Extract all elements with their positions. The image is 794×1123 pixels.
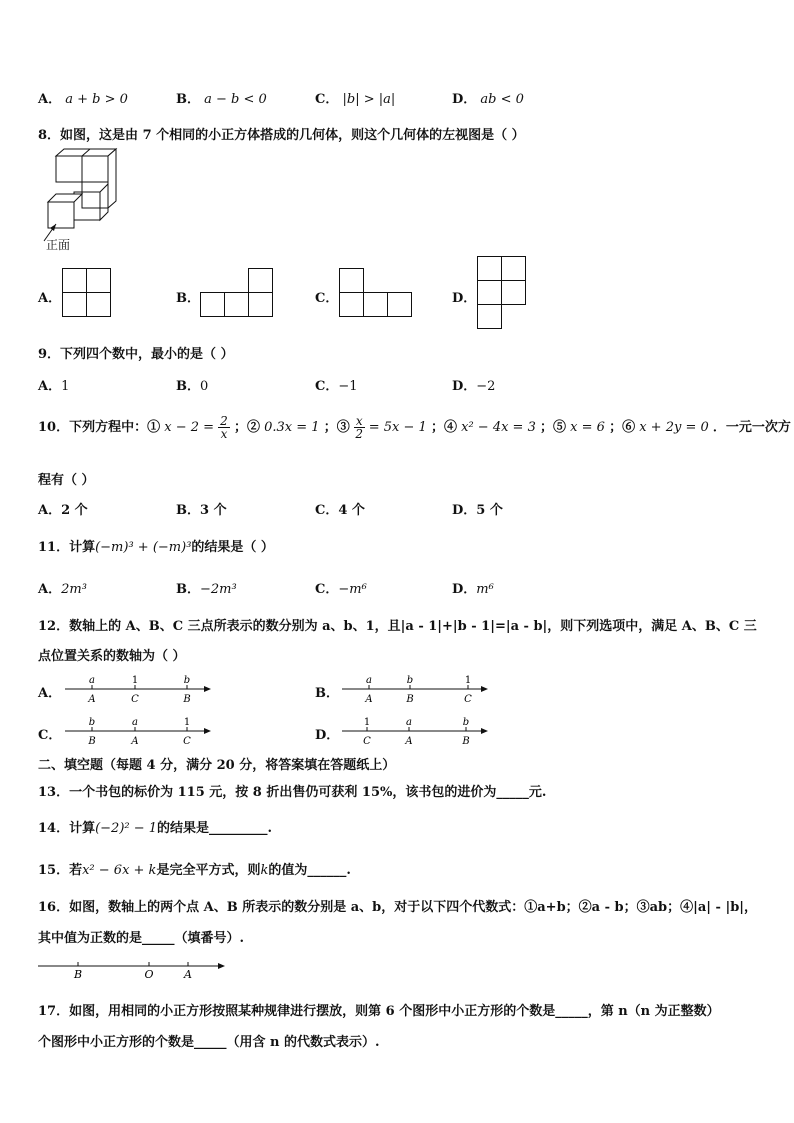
numberline-top-label: 1 [131, 675, 139, 686]
q12-stem-line2: 点位置关系的数轴为（ ） [38, 649, 186, 664]
option-label: B． [176, 92, 200, 107]
q10-option-c [315, 499, 365, 518]
q11-stem-start: 11．计算 [38, 540, 96, 555]
q17-line1: 17．如图，用相同的小正方形按照某种规律进行摆放，则第 6 个图形中小正方形的个数是_____，第 n（n 为正整数） [38, 1004, 720, 1019]
option-value: 2 个 [61, 503, 88, 518]
q15-end: 的值为______. [268, 863, 351, 878]
q14-start: 14．计算 [38, 821, 96, 836]
q15-start: 15．若 [38, 863, 83, 878]
option-value: 4 个 [338, 503, 365, 518]
option-expr: ab < 0 [480, 92, 524, 107]
q9-option-a [38, 375, 69, 394]
q10-sep: ；⑥ [609, 420, 636, 435]
option-label: C． [315, 582, 339, 597]
numberline-top-label: b [462, 717, 470, 728]
q10-option-a [38, 499, 88, 518]
fraction-denominator: 2 [355, 427, 364, 441]
q15-text [38, 859, 351, 878]
q12-stem-line1: 12．数轴上的 A、B、C 三点所表示的数分别为 a、b、1，且|a - 1|+|b - 1|=|a - b|，则下列选项中，满足 A、B、C 三 [38, 619, 757, 634]
q11-option-c [315, 578, 367, 597]
numberline-top-label: a [132, 717, 138, 728]
numberline-bottom-label: A [405, 736, 413, 747]
q11-stem-end: 的结果是（ ） [191, 540, 274, 555]
q10-eq4: x² − 4x = 3 [461, 420, 536, 435]
numberline-top-label: b [406, 675, 414, 686]
numberline-top-label: b [88, 717, 96, 728]
q8-option-a-label: A． [38, 291, 62, 306]
option-value: −2m³ [200, 582, 237, 597]
option-label: D． [452, 92, 477, 107]
numberline-top-label: 1 [464, 675, 472, 686]
q8-stem: 8．如图，这是由 7 个相同的小正方体搭成的几何体，则这个几何体的左视图是（ ） [38, 128, 525, 143]
q8-option-c-label: C． [315, 291, 339, 306]
q9-stem: 9．下列四个数中，最小的是（ ） [38, 347, 234, 362]
option-value: m⁶ [476, 582, 494, 597]
numberline-label-o: O [144, 968, 154, 981]
numberline-top-label: a [406, 717, 412, 728]
q12-option-c-numberline [65, 716, 215, 748]
q12-option-a-numberline [65, 674, 215, 706]
numberline-top-label: 1 [183, 717, 191, 728]
numberline-bottom-label: C [464, 694, 472, 705]
q17-line2: 个图形中小正方形的个数是_____（用含 n 的代数式表示）. [38, 1035, 380, 1050]
q13-text: 13．一个书包的标价为 115 元，按 8 折出售仍可获利 15%，该书包的进价为_____元. [38, 785, 547, 800]
q8-option-c-figure [339, 268, 415, 318]
q16-numberline [38, 954, 228, 980]
q10-stem-end: ．一元一次方 [712, 420, 791, 435]
fraction-numerator: x [355, 414, 363, 428]
option-value: 5 个 [476, 503, 503, 518]
q10-eq6: x + 2y = 0 [639, 420, 709, 435]
option-label: D． [452, 379, 477, 394]
numberline-bottom-label: C [363, 736, 371, 747]
fraction-numerator: 2 [220, 414, 228, 428]
q10-stem-start: 10．下列方程中：① [38, 420, 161, 435]
q14-end: 的结果是_________. [157, 821, 273, 836]
q12-option-c-label: C． [38, 728, 62, 743]
numberline-bottom-label: B [183, 694, 191, 705]
numberline-label-a: A [184, 968, 192, 981]
numberline-label-b: B [73, 968, 83, 981]
q10-stem [38, 413, 791, 443]
q12-option-d-label: D． [315, 728, 340, 743]
q12-option-b-numberline [342, 674, 492, 706]
q10-eq3-rhs: = 5x − 1 [368, 420, 427, 435]
q8-option-b-label: B． [176, 291, 200, 306]
numberline-bottom-label: B [406, 694, 414, 705]
option-value: 3 个 [200, 503, 227, 518]
q11-option-b [176, 578, 237, 597]
option-label: A． [38, 379, 62, 394]
numberline-top-label: b [183, 675, 191, 686]
option-label: B． [176, 503, 200, 518]
q10-eq2: 0.3x = 1 [264, 420, 320, 435]
numberline-top-label: a [89, 675, 95, 686]
option-value: 0 [200, 379, 209, 394]
numberline-bottom-label: C [131, 694, 139, 705]
q8-option-d-figure [477, 256, 527, 330]
q10-stem-line2: 程有（ ） [38, 473, 95, 488]
q8-front-label: 正面 [46, 238, 71, 252]
q15-mid: 是完全平方式，则 [156, 863, 261, 878]
q10-option-d [452, 499, 503, 518]
q10-sep: ；② [233, 420, 260, 435]
option-value: −m⁶ [338, 582, 367, 597]
option-label: A． [38, 92, 62, 107]
option-value: 1 [61, 379, 70, 394]
numberline-top-label: a [366, 675, 372, 686]
option-value: −1 [338, 379, 358, 394]
q7-option-d [452, 88, 524, 107]
q10-eq5: x = 6 [570, 420, 605, 435]
option-label: B． [176, 379, 200, 394]
option-label: A． [38, 582, 62, 597]
numberline-bottom-label: C [183, 736, 191, 747]
q10-eq1-lhs: x − 2 = [164, 420, 215, 435]
q10-sep: ；③ [323, 420, 350, 435]
q10-sep: ；④ [430, 420, 457, 435]
q10-eq3-fraction [354, 415, 365, 440]
q12-option-d-numberline [342, 716, 492, 748]
q7-option-c [315, 88, 395, 107]
q12-option-b-label: B． [315, 686, 339, 701]
numberline-bottom-label: A [365, 694, 373, 705]
option-value: 2m³ [61, 582, 87, 597]
option-expr: |b| > |a| [342, 92, 396, 107]
q10-eq1-fraction [218, 415, 230, 440]
option-label: C． [315, 379, 339, 394]
q16-line1: 16．如图，数轴上的两个点 A、B 所表示的数分别是 a、b，对于以下四个代数式：①a+b；②a - b；③ab；④|a| - |b|， [38, 900, 758, 915]
q14-text [38, 817, 272, 836]
q11-option-d [452, 578, 494, 597]
q9-option-d [452, 375, 495, 394]
q8-cube-figure [36, 146, 136, 246]
option-label: C． [315, 92, 339, 107]
q15-expr: x² − 6x + k [82, 863, 157, 878]
q9-option-c [315, 375, 358, 394]
option-label: A． [38, 503, 62, 518]
fraction-denominator: x [220, 427, 228, 441]
option-label: D． [452, 503, 477, 518]
numberline-bottom-label: A [131, 736, 139, 747]
numberline-bottom-label: B [462, 736, 470, 747]
q8-option-b-figure [200, 268, 276, 318]
q7-option-a [38, 88, 128, 107]
option-expr: a + b > 0 [65, 92, 128, 107]
option-label: D． [452, 582, 477, 597]
q8-option-d-label: D． [452, 291, 477, 306]
q15-var: k [260, 863, 269, 878]
q11-stem [38, 536, 274, 555]
numberline-bottom-label: A [88, 694, 96, 705]
q11-option-a [38, 578, 87, 597]
q10-sep: ；⑤ [540, 420, 567, 435]
q10-option-b [176, 499, 227, 518]
q16-line2: 其中值为正数的是_____（填番号）. [38, 931, 245, 946]
q8-option-a-figure [62, 268, 112, 318]
option-value: −2 [476, 379, 496, 394]
option-label: B． [176, 582, 200, 597]
numberline-bottom-label: B [88, 736, 96, 747]
option-label: C． [315, 503, 339, 518]
option-expr: a − b < 0 [204, 92, 267, 107]
q14-expr: (−2)² − 1 [95, 821, 158, 836]
q7-option-b [176, 88, 267, 107]
numberline-top-label: 1 [363, 717, 371, 728]
section-heading: 二、填空题（每题 4 分，满分 20 分，将答案填在答题纸上） [38, 758, 396, 773]
q12-option-a-label: A． [38, 686, 62, 701]
q9-option-b [176, 375, 208, 394]
q11-expr: (−m)³ + (−m)³ [95, 540, 192, 555]
